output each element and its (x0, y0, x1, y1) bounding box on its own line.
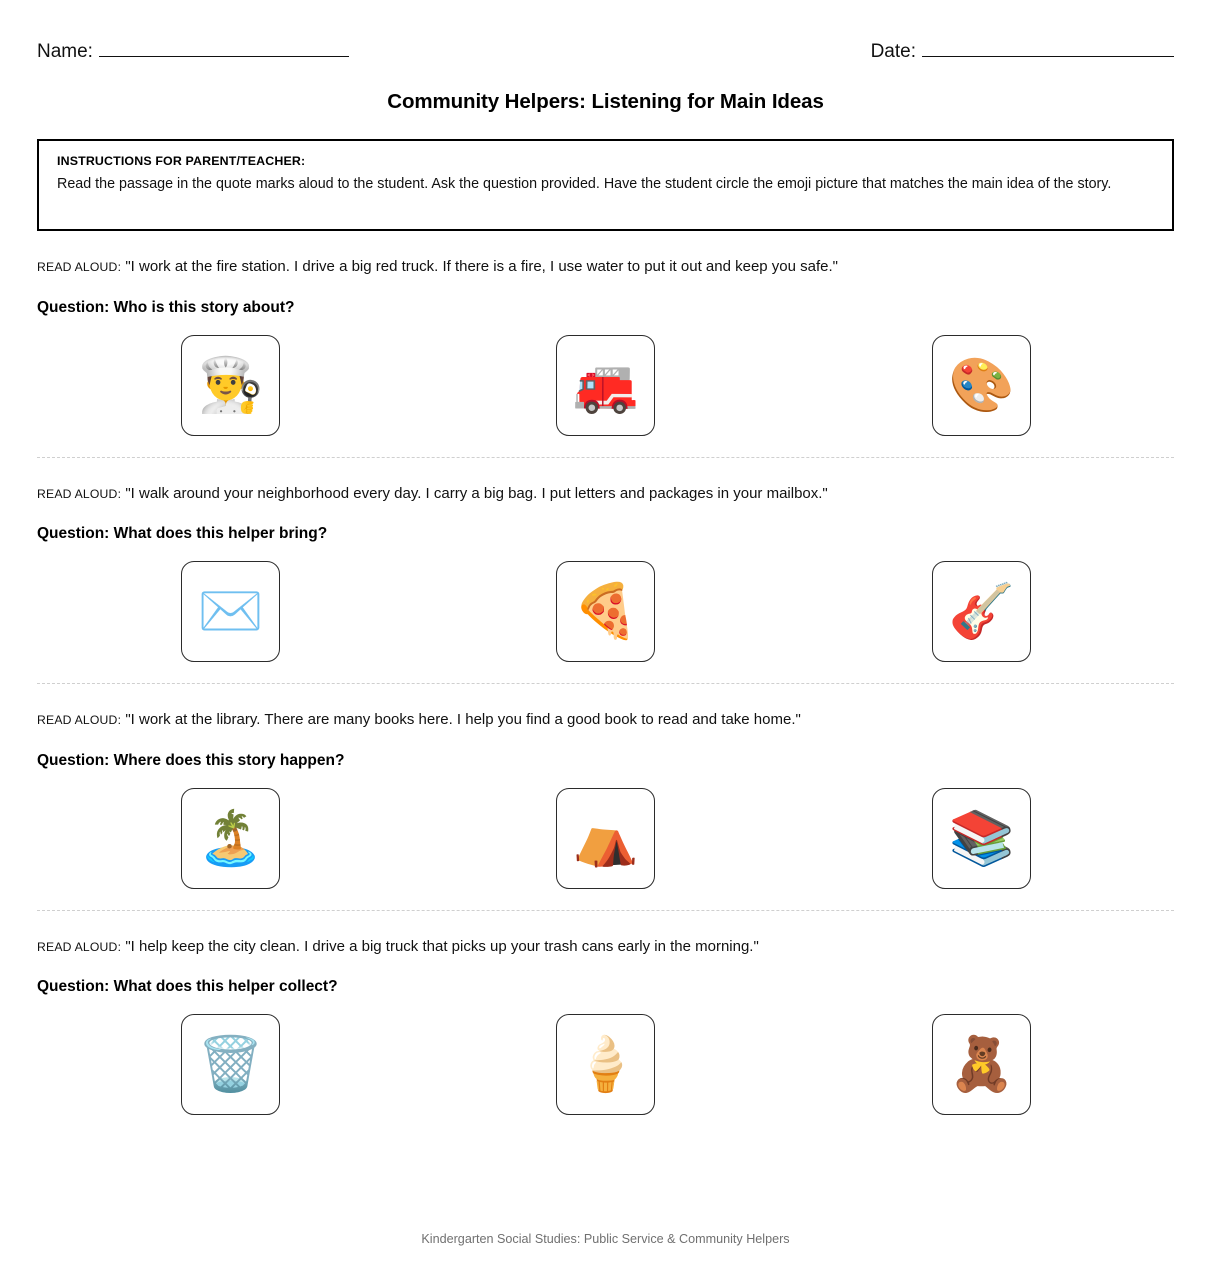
choice-card-3-2[interactable] (556, 788, 655, 889)
read-aloud-tag: READ ALOUD: (37, 260, 122, 274)
choice-row-3 (37, 788, 1174, 896)
question-block-3 (37, 684, 1174, 911)
instructions-body: Read the passage in the quote marks aloud to the student. Ask the question provided. Have the student circle the emoji picture that matches the main idea of the story. (57, 176, 1112, 192)
teddy-bear-emoji: 🧸 (948, 1034, 1015, 1095)
choice-card-3-3[interactable] (932, 788, 1031, 889)
artist-palette-emoji: 🎨 (948, 354, 1015, 416)
books-emoji: 📚 (948, 807, 1015, 869)
name-write-line[interactable] (99, 55, 349, 57)
instructions-box (37, 139, 1174, 231)
question-block-2 (37, 458, 1174, 685)
read-aloud-tag: READ ALOUD: (37, 939, 122, 954)
choice-card-4-2[interactable] (556, 1014, 655, 1115)
choice-card-1-3[interactable] (932, 335, 1031, 436)
instructions-heading: INSTRUCTIONS FOR PARENT/TEACHER: (57, 154, 306, 168)
date-write-line[interactable] (922, 55, 1174, 57)
question-prompt-2: Question: What does this helper bring? (37, 525, 328, 542)
page-title: Community Helpers: Listening for Main Ideas (387, 90, 824, 113)
choice-card-3-1[interactable] (181, 788, 280, 889)
choice-card-2-2[interactable] (556, 561, 655, 662)
page-footer: Kindergarten Social Studies: Public Service & Community Helpers (421, 1232, 790, 1246)
read-aloud-line-2 (37, 484, 1174, 504)
question-prompt-1: Question: Who is this story about? (37, 298, 295, 316)
passage-text: "I work at the library. There are many books here. I help you find a good book to read and take home." (125, 711, 801, 728)
student-info-row (37, 0, 1174, 63)
ice-cream-emoji: 🍦 (572, 1034, 639, 1095)
passage-text: "I work at the fire station. I drive a big red truck. If there is a fire, I use water to put it out and keep you safe." (125, 258, 838, 275)
name-label: Name: (37, 41, 93, 62)
passage-text: "I walk around your neighborhood every day. I carry a big bag. I put letters and packages in your mailbox." (125, 484, 828, 502)
fire-engine-emoji: 🚒 (572, 354, 639, 416)
question-prompt-4: Question: What does this helper collect? (37, 978, 338, 995)
question-block-1 (37, 231, 1174, 458)
choice-card-1-2[interactable] (556, 335, 655, 436)
pizza-emoji: 🍕 (572, 581, 639, 642)
choice-card-2-1[interactable] (181, 561, 280, 662)
wastebasket-emoji: 🗑️ (197, 1034, 264, 1095)
question-block-4 (37, 911, 1174, 1123)
read-aloud-line-3 (37, 710, 1174, 730)
choice-row-4 (37, 1014, 1174, 1122)
desert-island-emoji: 🏝️ (197, 807, 264, 869)
choice-card-2-3[interactable] (932, 561, 1031, 662)
choice-row-1 (37, 335, 1174, 443)
name-field[interactable] (37, 41, 349, 63)
choice-card-4-1[interactable] (181, 1014, 280, 1115)
choice-row-2 (37, 561, 1174, 669)
passage-text: "I help keep the city clean. I drive a big truck that picks up your trash cans early in the morning." (125, 937, 759, 955)
date-label: Date: (870, 41, 916, 62)
cook-emoji: 👨‍🍳 (197, 354, 264, 416)
read-aloud-tag: READ ALOUD: (37, 713, 122, 727)
envelope-emoji: ✉️ (197, 581, 264, 642)
choice-card-4-3[interactable] (932, 1014, 1031, 1115)
read-aloud-line-4 (37, 937, 1174, 957)
read-aloud-line-1 (37, 257, 1174, 277)
choice-card-1-1[interactable] (181, 335, 280, 436)
tent-emoji: ⛺ (572, 807, 639, 869)
guitar-emoji: 🎸 (948, 581, 1015, 642)
read-aloud-tag: READ ALOUD: (37, 486, 122, 501)
date-field[interactable] (871, 41, 1174, 63)
question-prompt-3: Question: Where does this story happen? (37, 751, 345, 769)
